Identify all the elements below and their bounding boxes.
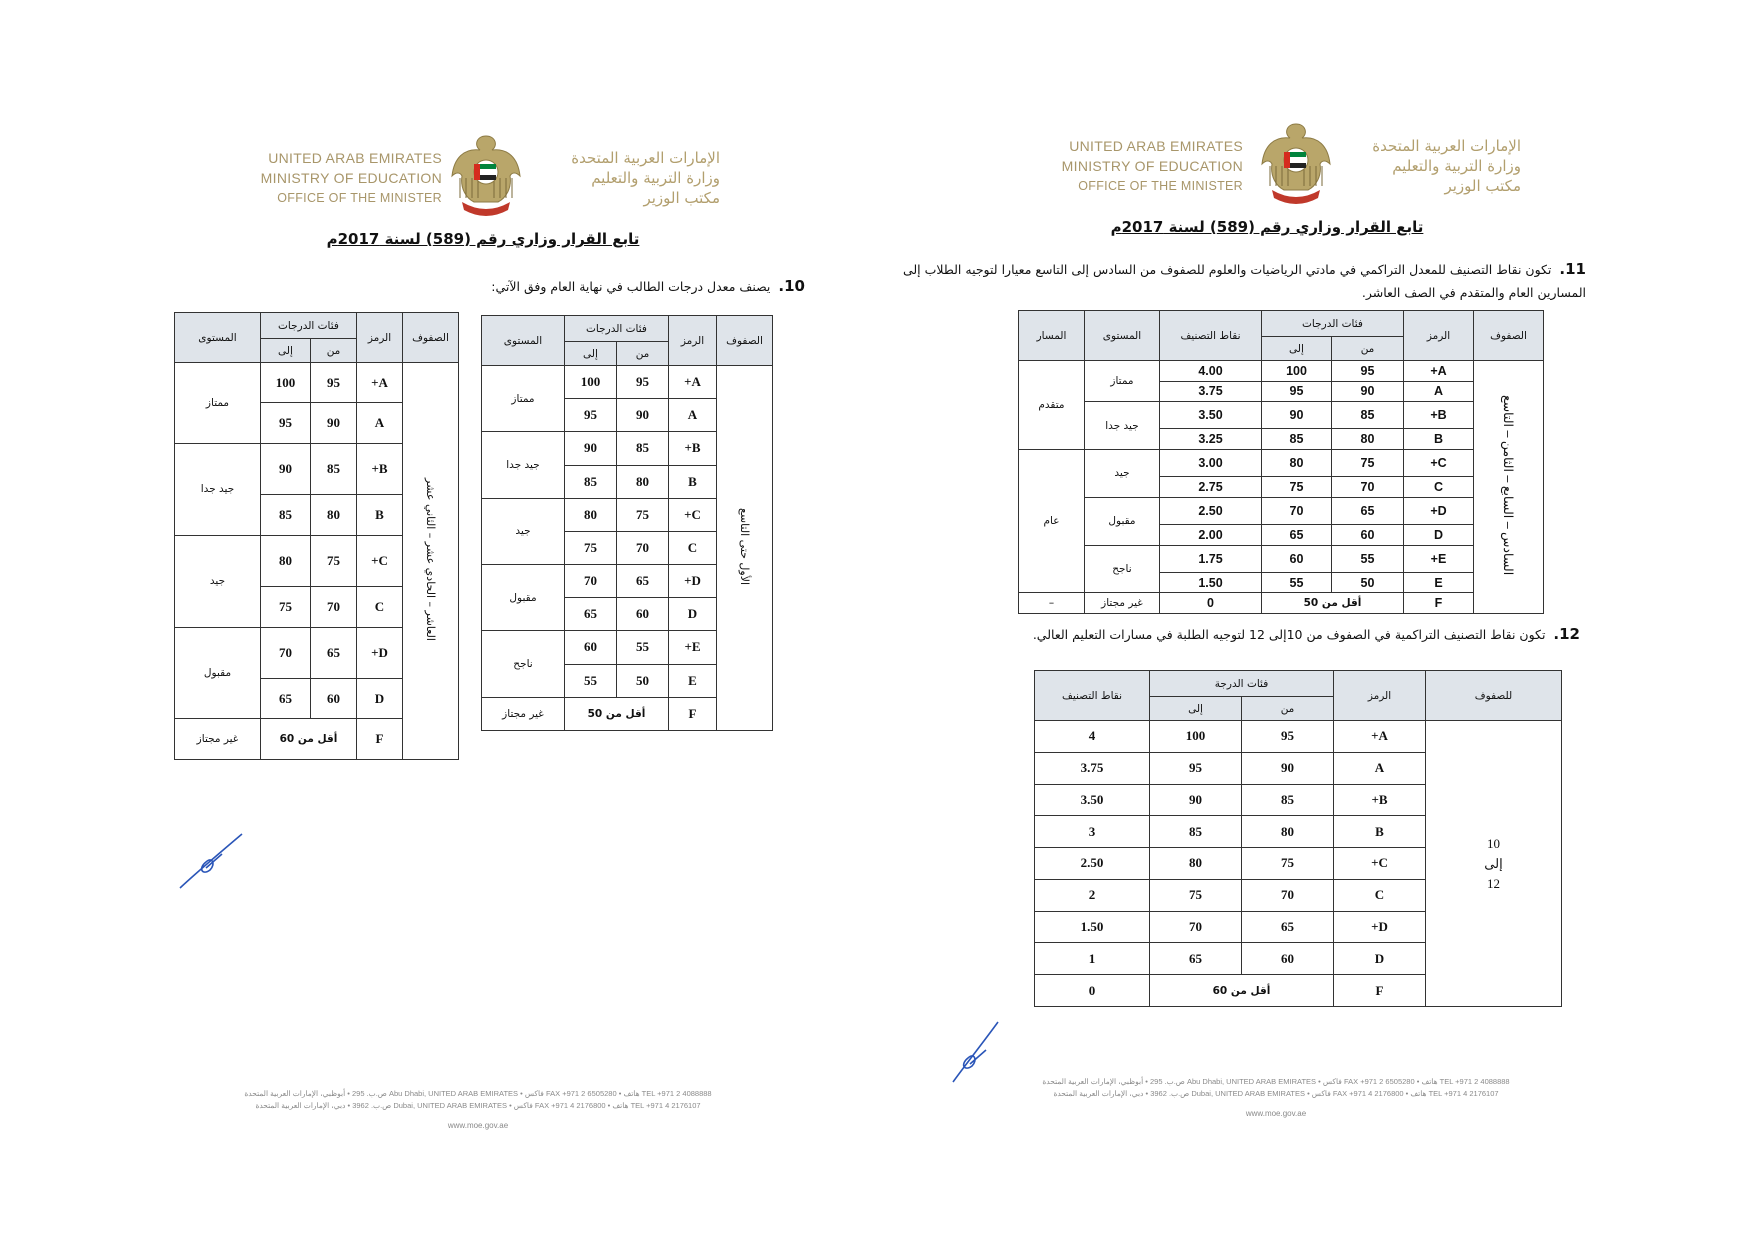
footer-contact [158, 1088, 798, 1132]
symbol-cell: E [1404, 572, 1474, 593]
to-cell: 55 [1261, 572, 1331, 593]
level-cell: مقبول [482, 565, 565, 631]
from-cell: 90 [311, 403, 357, 443]
header-from: من [617, 342, 669, 366]
header-from: من [1332, 337, 1404, 361]
letterhead-ministry-ar: وزارة التربية والتعليم [591, 169, 720, 187]
item-number: 12. [1553, 625, 1580, 643]
from-cell: 55 [1332, 545, 1404, 572]
from-cell: 85 [1242, 784, 1334, 816]
header-to: إلى [1261, 337, 1331, 361]
level-cell: ممتاز [482, 366, 565, 432]
item-text-continued: المسارين العام والمتقدم في الصف العاشر. [1361, 285, 1586, 300]
to-cell: 95 [1150, 752, 1242, 784]
from-cell: 75 [1242, 848, 1334, 880]
to-cell: 100 [564, 366, 616, 399]
symbol-cell: C [357, 587, 403, 627]
level-cell: ممتاز [175, 363, 261, 444]
level-cell: غير مجتاز [482, 697, 565, 730]
from-cell: 95 [617, 366, 669, 399]
points-cell: 2.50 [1159, 497, 1261, 524]
range-cell: أقل من 60 [1150, 975, 1334, 1007]
symbol-cell: D+ [1334, 911, 1426, 943]
from-cell: 60 [1242, 943, 1334, 975]
grades-label: الأول حتى التاسع [738, 507, 751, 586]
signature-icon [950, 1020, 1006, 1084]
symbol-cell: B+ [669, 432, 717, 465]
grades-line: إلى [1484, 855, 1503, 871]
points-cell: 1.75 [1159, 545, 1261, 572]
header-grades: الصفوف [717, 316, 773, 366]
points-cell: 4 [1035, 721, 1150, 753]
header-score-range: فئات الدرجات [1261, 311, 1403, 337]
grades-line: 12 [1487, 875, 1500, 891]
points-cell: 3.75 [1159, 381, 1261, 402]
points-cell: 2.75 [1159, 477, 1261, 498]
range-cell: أقل من 50 [1261, 593, 1403, 614]
from-cell: 70 [1332, 477, 1404, 498]
points-cell: 3.25 [1159, 429, 1261, 450]
to-cell: 90 [1150, 784, 1242, 816]
footer-abu-dhabi: ص.ب. 295 • أبوظبي، الإمارات العربية المتحدة Abu Dhabi, UNITED ARAB EMIRATES • فاكس FAX +971 2 6505280 • هاتف TEL +971 2 4088888 [1042, 1077, 1510, 1086]
from-cell: 65 [311, 627, 357, 679]
grading-points-table-6-9 [1018, 310, 1544, 614]
item-text: تكون نقاط التصنيف التراكمية في الصفوف من 10إلى 12 لتوجيه الطلبة في مسارات التعليم العالي. [1032, 627, 1546, 642]
grades-cell [1426, 721, 1562, 1007]
to-cell: 100 [1150, 721, 1242, 753]
header-to: إلى [260, 339, 310, 363]
to-cell: 75 [1261, 477, 1331, 498]
level-cell: جيد جدا [1084, 402, 1159, 450]
item-11 [902, 258, 1586, 304]
from-cell: 50 [617, 664, 669, 697]
to-cell: 70 [1150, 911, 1242, 943]
from-cell: 75 [1332, 449, 1404, 476]
header-points: نقاط التصنيف [1159, 311, 1261, 361]
letterhead-ministry: MINISTRY OF EDUCATION [1061, 158, 1243, 174]
symbol-cell: C+ [669, 498, 717, 531]
letterhead-country-ar: الإمارات العربية المتحدة [1372, 137, 1521, 155]
symbol-cell: B [669, 465, 717, 498]
level-cell: جيد جدا [482, 432, 565, 498]
footer-dubai: ص.ب. 3962 • دبي، الإمارات العربية المتحدة Dubai, UNITED ARAB EMIRATES • فاكس FAX +971 4 2176800 • هاتف TEL +971 4 2176107 [1053, 1089, 1499, 1098]
from-cell: 50 [1332, 572, 1404, 593]
from-cell: 60 [1332, 524, 1404, 545]
to-cell: 80 [1150, 848, 1242, 880]
symbol-cell: A [1334, 752, 1426, 784]
points-cell: 2.00 [1159, 524, 1261, 545]
from-cell: 80 [311, 495, 357, 535]
item-text: تكون نقاط التصنيف للمعدل التراكمي في مادتي الرياضيات والعلوم للصفوف من السادس إلى التاسع معيارا لتوجيه الطلاب إلى [902, 262, 1552, 277]
letterhead-arabic [534, 148, 720, 208]
grades-cell [717, 366, 773, 731]
points-cell: 3.00 [1159, 449, 1261, 476]
points-cell: 1 [1035, 943, 1150, 975]
track-cell: عام [1019, 449, 1085, 592]
level-cell: جيد [175, 535, 261, 627]
level-cell: مقبول [175, 627, 261, 719]
symbol-cell: A+ [1404, 361, 1474, 382]
from-cell: 90 [1242, 752, 1334, 784]
footer-dubai: ص.ب. 3962 • دبي، الإمارات العربية المتحدة Dubai, UNITED ARAB EMIRATES • فاكس FAX +971 4 2176800 • هاتف TEL +971 4 2176107 [255, 1101, 701, 1110]
from-cell: 65 [1332, 497, 1404, 524]
to-cell: 95 [1261, 381, 1331, 402]
header-grades: الصفوف [1474, 311, 1544, 361]
level-cell: مقبول [1084, 497, 1159, 545]
symbol-cell: C [1334, 879, 1426, 911]
signature-icon [176, 828, 248, 892]
item-number: 10. [778, 277, 805, 295]
from-cell: 90 [1332, 381, 1404, 402]
letterhead-country: UNITED ARAB EMIRATES [268, 150, 442, 166]
to-cell: 70 [564, 565, 616, 598]
to-cell: 85 [1261, 429, 1331, 450]
symbol-cell: D [357, 679, 403, 719]
header-from: من [311, 339, 357, 363]
from-cell: 65 [1242, 911, 1334, 943]
to-cell: 60 [1261, 545, 1331, 572]
letterhead-english [1041, 136, 1243, 196]
to-cell: 90 [564, 432, 616, 465]
table-row [1019, 449, 1544, 476]
level-cell: غير مجتاز [175, 719, 261, 760]
level-cell: ممتاز [1084, 361, 1159, 402]
track-cell: متقدم [1019, 361, 1085, 450]
symbol-cell: F [669, 697, 717, 730]
symbol-cell: A+ [669, 366, 717, 399]
to-cell: 60 [564, 631, 616, 664]
table-row [1019, 497, 1544, 524]
level-cell: غير مجتاز [1084, 593, 1159, 614]
level-cell: جيد جدا [175, 443, 261, 535]
table-row [1019, 545, 1544, 572]
to-cell: 65 [1261, 524, 1331, 545]
header-score-range: فئات الدرجات [564, 316, 668, 342]
header-to: إلى [1150, 697, 1242, 721]
letterhead-office-ar: مكتب الوزير [1444, 177, 1521, 195]
uae-emblem-icon [1256, 120, 1336, 208]
to-cell: 75 [564, 531, 616, 564]
symbol-cell: B [1404, 429, 1474, 450]
from-cell: 80 [617, 465, 669, 498]
grades-table-1-9 [481, 315, 773, 731]
to-cell: 100 [1261, 361, 1331, 382]
letterhead-ministry-ar: وزارة التربية والتعليم [1392, 157, 1521, 175]
to-cell: 80 [1261, 449, 1331, 476]
from-cell: 60 [311, 679, 357, 719]
symbol-cell: B [1334, 816, 1426, 848]
symbol-cell: A+ [1334, 721, 1426, 753]
header-to: إلى [564, 342, 616, 366]
to-cell: 65 [1150, 943, 1242, 975]
to-cell: 85 [1150, 816, 1242, 848]
header-from: من [1242, 697, 1334, 721]
to-cell: 70 [1261, 497, 1331, 524]
footer-website-link[interactable]: www.moe.gov.ae [447, 1121, 509, 1130]
range-cell: أقل من 60 [260, 719, 356, 760]
footer-abu-dhabi: ص.ب. 295 • أبوظبي، الإمارات العربية المتحدة Abu Dhabi, UNITED ARAB EMIRATES • فاكس FAX +971 2 6505280 • هاتف TEL +971 2 4088888 [244, 1089, 712, 1098]
table-row [175, 363, 459, 403]
uae-emblem-icon [446, 132, 526, 220]
points-cell: 2 [1035, 879, 1150, 911]
points-cell: 3 [1035, 816, 1150, 848]
from-cell: 75 [617, 498, 669, 531]
grades-cell [403, 363, 459, 760]
letterhead-office-ar: مكتب الوزير [643, 189, 720, 207]
symbol-cell: C+ [1334, 848, 1426, 880]
points-cell: 3.50 [1159, 402, 1261, 429]
letterhead-arabic [1335, 136, 1521, 196]
header-symbol: الرمز [1404, 311, 1474, 361]
from-cell: 75 [311, 535, 357, 586]
symbol-cell: E [669, 664, 717, 697]
footer-website-link[interactable]: www.moe.gov.ae [1245, 1109, 1307, 1118]
from-cell: 60 [617, 598, 669, 631]
grading-points-table-10-12 [1034, 670, 1562, 1007]
from-cell: 85 [1332, 402, 1404, 429]
grades-label: السادس – السابع – الثامن – التاسع [1501, 395, 1515, 576]
symbol-cell: D+ [357, 627, 403, 679]
header-level: المستوى [482, 316, 565, 366]
level-cell: جيد [1084, 449, 1159, 497]
symbol-cell: F [1404, 593, 1474, 614]
from-cell: 80 [1242, 816, 1334, 848]
symbol-cell: F [1334, 975, 1426, 1007]
header-symbol: الرمز [1334, 671, 1426, 721]
symbol-cell: E+ [1404, 545, 1474, 572]
letterhead-english [240, 148, 442, 208]
to-cell: 80 [260, 535, 310, 586]
points-cell: 0 [1159, 593, 1261, 614]
from-cell: 70 [617, 531, 669, 564]
header-level: المستوى [1084, 311, 1159, 361]
symbol-cell: D [1334, 943, 1426, 975]
points-cell: 3.75 [1035, 752, 1150, 784]
symbol-cell: D+ [669, 565, 717, 598]
to-cell: 95 [260, 403, 310, 443]
symbol-cell: D [1404, 524, 1474, 545]
item-number: 11. [1559, 260, 1586, 278]
track-cell: – [1019, 593, 1085, 614]
to-cell: 100 [260, 363, 310, 403]
symbol-cell: C [669, 531, 717, 564]
to-cell: 85 [260, 495, 310, 535]
to-cell: 65 [564, 598, 616, 631]
points-cell: 3.50 [1035, 784, 1150, 816]
from-cell: 85 [311, 443, 357, 494]
table-row [482, 366, 773, 399]
header-points: نقاط التصنيف [1035, 671, 1150, 721]
from-cell: 70 [1242, 879, 1334, 911]
to-cell: 70 [260, 627, 310, 679]
from-cell: 90 [617, 399, 669, 432]
letterhead-office: OFFICE OF THE MINISTER [277, 191, 442, 205]
header-grades: للصفوف [1426, 671, 1562, 721]
table-row [1019, 402, 1544, 429]
from-cell: 70 [311, 587, 357, 627]
to-cell: 90 [260, 443, 310, 494]
to-cell: 95 [564, 399, 616, 432]
points-cell: 1.50 [1159, 572, 1261, 593]
symbol-cell: A+ [357, 363, 403, 403]
letterhead-ministry: MINISTRY OF EDUCATION [260, 170, 442, 186]
letterhead-country-ar: الإمارات العربية المتحدة [571, 149, 720, 167]
to-cell: 65 [260, 679, 310, 719]
range-cell: أقل من 50 [564, 697, 668, 730]
header-score-range: فئات الدرجات [260, 313, 356, 339]
header-track: المسار [1019, 311, 1085, 361]
letterhead-country: UNITED ARAB EMIRATES [1069, 138, 1243, 154]
to-cell: 75 [260, 587, 310, 627]
symbol-cell: B [357, 495, 403, 535]
symbol-cell: F [357, 719, 403, 760]
points-cell: 4.00 [1159, 361, 1261, 382]
symbol-cell: D [669, 598, 717, 631]
symbol-cell: D+ [1404, 497, 1474, 524]
to-cell: 75 [1150, 879, 1242, 911]
points-cell: 2.50 [1035, 848, 1150, 880]
grades-label: العاشر – الحادي عشر – الثاني عشر [424, 478, 437, 641]
grades-line: 10 [1487, 835, 1500, 851]
from-cell: 95 [1332, 361, 1404, 382]
level-cell: ناجح [1084, 545, 1159, 593]
letterhead-office: OFFICE OF THE MINISTER [1078, 179, 1243, 193]
points-cell: 1.50 [1035, 911, 1150, 943]
symbol-cell: B+ [1404, 402, 1474, 429]
level-cell: جيد [482, 498, 565, 564]
symbol-cell: C [1404, 477, 1474, 498]
to-cell: 55 [564, 664, 616, 697]
table-row [1019, 593, 1544, 614]
decision-title: تابع القرار وزاري رقم (589) لسنة 2017م [326, 230, 640, 248]
item-10 [300, 274, 805, 299]
from-cell: 85 [617, 432, 669, 465]
item-12 [980, 622, 1580, 647]
item-text: يصنف معدل درجات الطالب في نهاية العام وفق الآتي: [491, 279, 771, 294]
to-cell: 90 [1261, 402, 1331, 429]
grades-table-10-12 [174, 312, 459, 760]
symbol-cell: A [669, 399, 717, 432]
symbol-cell: B+ [1334, 784, 1426, 816]
header-level: المستوى [175, 313, 261, 363]
header-symbol: الرمز [669, 316, 717, 366]
from-cell: 95 [311, 363, 357, 403]
from-cell: 95 [1242, 721, 1334, 753]
symbol-cell: E+ [669, 631, 717, 664]
header-symbol: الرمز [357, 313, 403, 363]
symbol-cell: C+ [357, 535, 403, 586]
from-cell: 65 [617, 565, 669, 598]
table-row [1035, 721, 1562, 753]
level-cell: ناجح [482, 631, 565, 697]
header-score-range: فئات الدرجة [1150, 671, 1334, 697]
from-cell: 80 [1332, 429, 1404, 450]
header-grades: الصفوف [403, 313, 459, 363]
symbol-cell: A [357, 403, 403, 443]
symbol-cell: C+ [1404, 449, 1474, 476]
grades-cell [1474, 361, 1544, 614]
decision-title: تابع القرار وزاري رقم (589) لسنة 2017م [1110, 218, 1424, 236]
from-cell: 55 [617, 631, 669, 664]
to-cell: 80 [564, 498, 616, 531]
footer-contact [960, 1076, 1592, 1120]
to-cell: 85 [564, 465, 616, 498]
table-row [1019, 361, 1544, 382]
symbol-cell: A [1404, 381, 1474, 402]
symbol-cell: B+ [357, 443, 403, 494]
points-cell: 0 [1035, 975, 1150, 1007]
